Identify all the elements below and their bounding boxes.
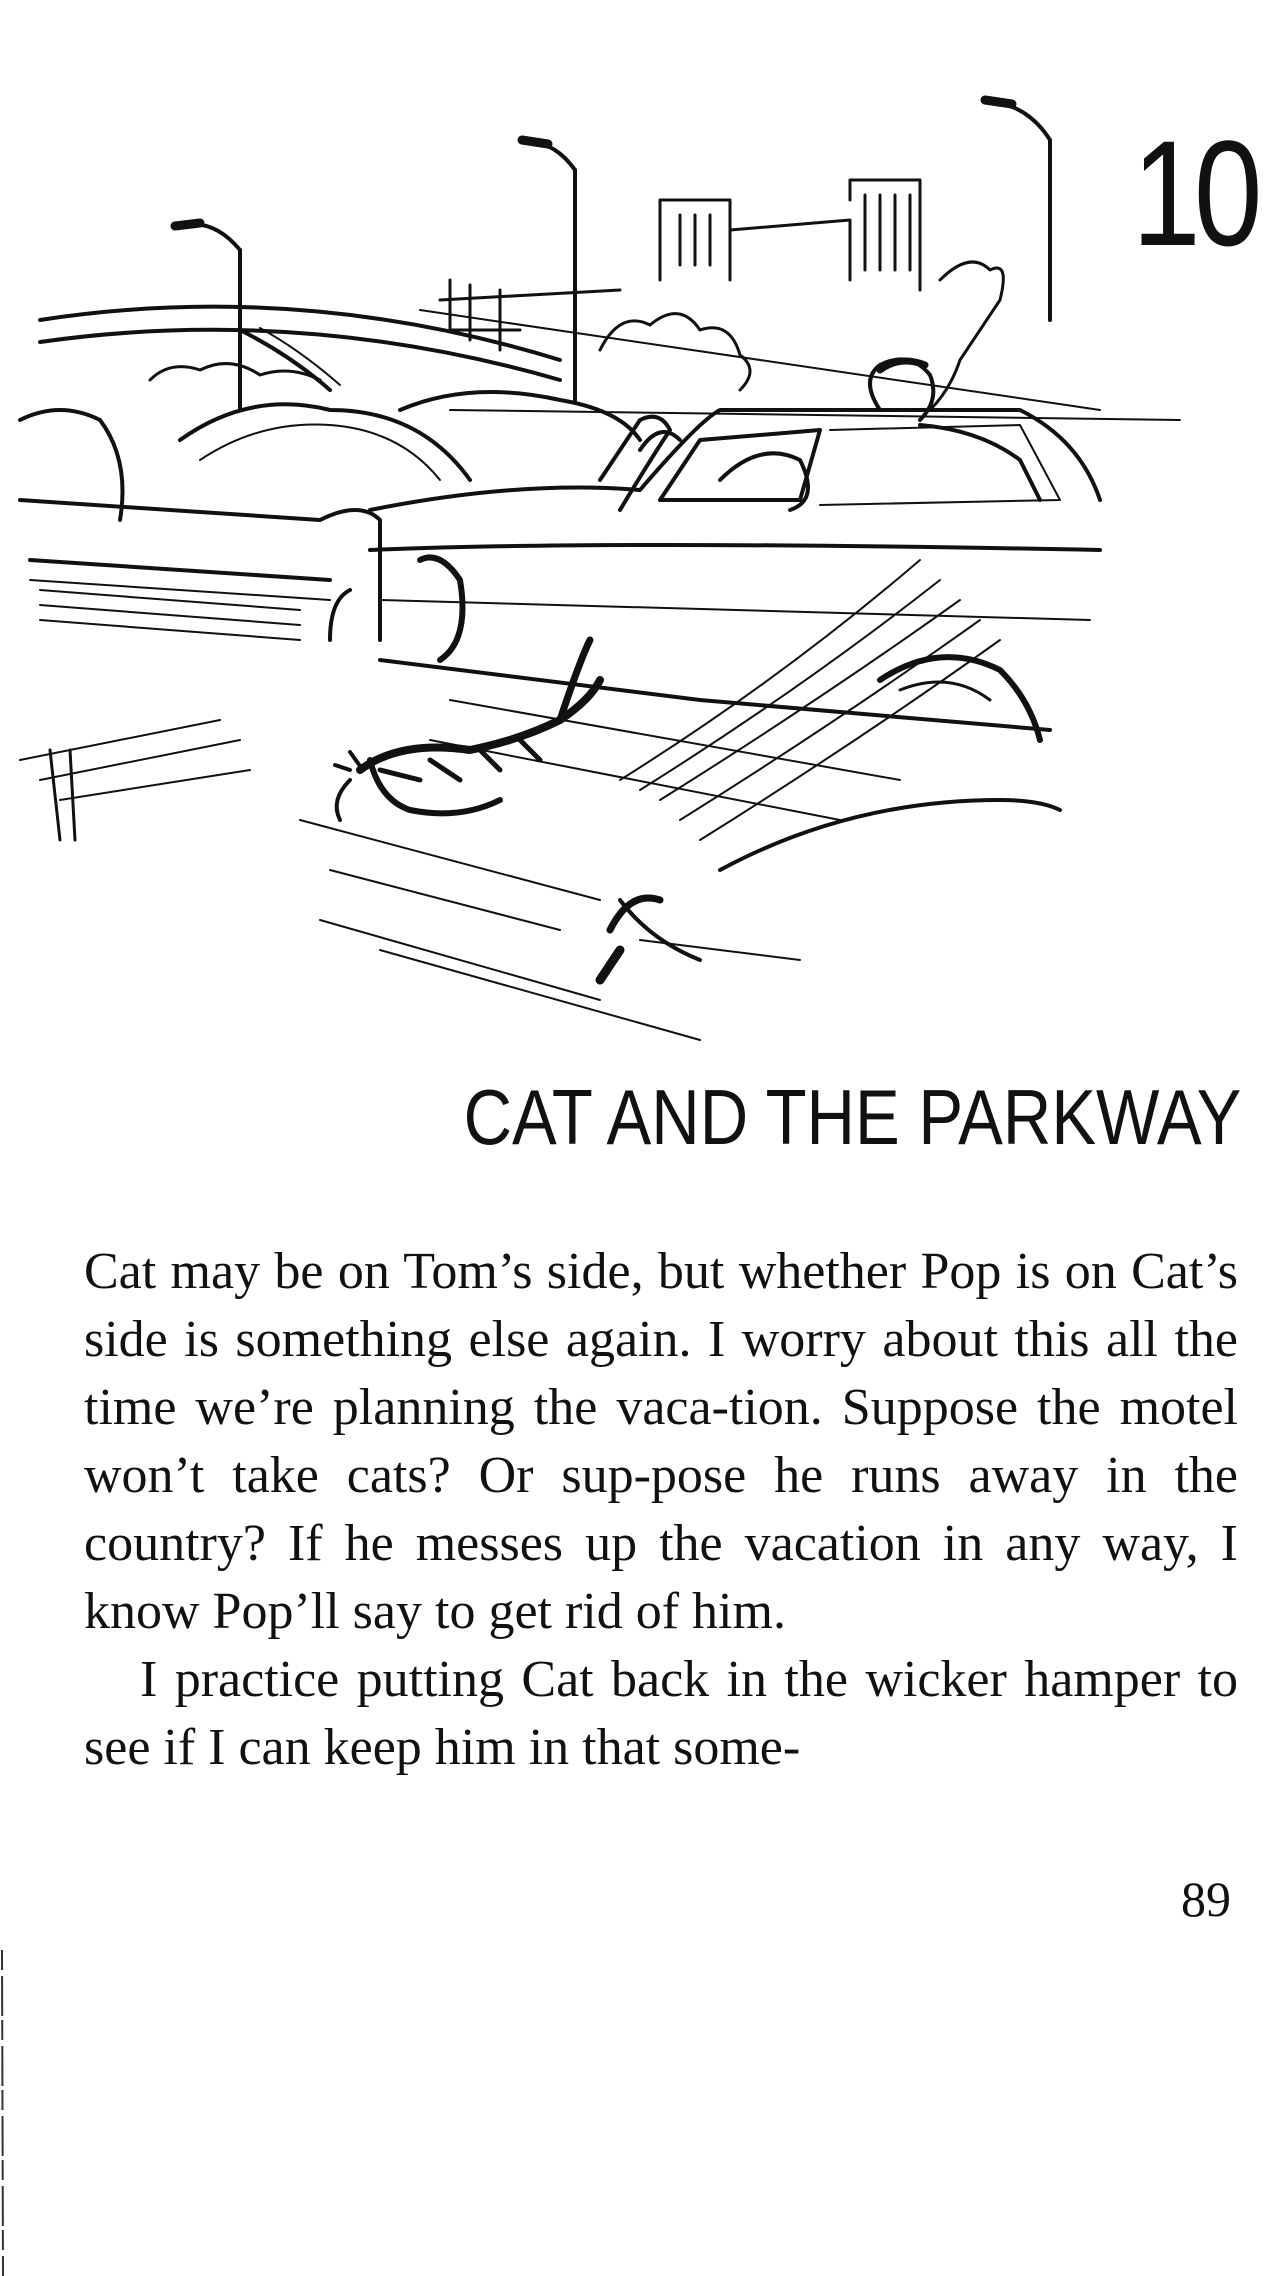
background-cars	[20, 392, 640, 640]
parkway-traffic-cat-illustration	[0, 80, 1200, 1060]
motion-lines	[20, 560, 1000, 1040]
chapter-number: 10	[1132, 109, 1256, 277]
body-text	[84, 1238, 1238, 1782]
running-cat	[335, 640, 600, 820]
paragraph: I practice putting Cat back in the wicker hamper to see if I can keep him in that some-	[84, 1651, 1238, 1776]
overpass	[40, 307, 1180, 420]
binding-edge-mark	[0, 1950, 6, 2276]
paragraph: Cat may be on Tom’s side, but whether Pop is on Cat’s side is something else again. I worry about this all the time we’re planning the vaca-tion. Suppose the motel won’t take cats? Or sup-pose he runs away in the country? If he messes up the vacation in any way, I know Pop’ll say to get rid of him.	[84, 1243, 1238, 1640]
foreground-car	[600, 800, 1060, 980]
chapter-title: CAT AND THE PARKWAY	[463, 1073, 1241, 1161]
page-number: 89	[1181, 1871, 1231, 1927]
